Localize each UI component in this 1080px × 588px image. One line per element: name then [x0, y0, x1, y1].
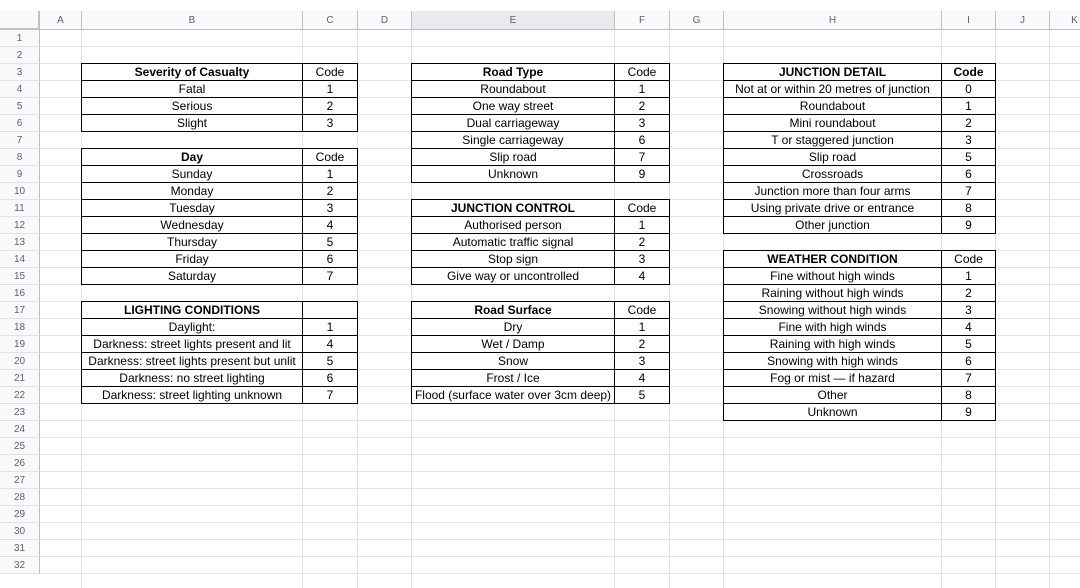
grid-row-line — [40, 454, 1080, 455]
table-title-severity[interactable]: Severity of Casualty — [81, 63, 303, 81]
table-row-code[interactable]: 6 — [302, 369, 358, 387]
row-header-20[interactable]: 20 — [0, 353, 40, 370]
table-row-label[interactable]: Fog or mist — if hazard — [723, 369, 942, 387]
table-row-label[interactable]: Other — [723, 386, 942, 404]
table-row-code[interactable]: 5 — [302, 233, 358, 251]
table-row-label[interactable]: Monday — [81, 182, 303, 200]
grid-row-line — [40, 556, 1080, 557]
table-row-code[interactable]: 3 — [302, 199, 358, 217]
table-row-label[interactable]: Not at or within 20 metres of junction — [723, 80, 942, 98]
column-header-e[interactable]: E — [412, 11, 615, 30]
row-header-22[interactable]: 22 — [0, 387, 40, 404]
table-row-code[interactable]: 3 — [941, 301, 996, 319]
column-header-f[interactable]: F — [615, 11, 670, 30]
row-header-6[interactable]: 6 — [0, 115, 40, 132]
table-row-code[interactable]: 6 — [941, 165, 996, 183]
table-row-label[interactable]: Slip road — [723, 148, 942, 166]
table-row-label[interactable]: Authorised person — [411, 216, 615, 234]
column-header-j[interactable]: J — [996, 11, 1050, 30]
table-row-code[interactable]: 5 — [302, 352, 358, 370]
table-row-label[interactable]: Wednesday — [81, 216, 303, 234]
table-row-label[interactable]: Sunday — [81, 165, 303, 183]
table-row-label[interactable]: Frost / Ice — [411, 369, 615, 387]
table-row-code[interactable]: 1 — [302, 80, 358, 98]
row-header-18[interactable]: 18 — [0, 319, 40, 336]
table-row-label[interactable]: Serious — [81, 97, 303, 115]
row-header-28[interactable]: 28 — [0, 489, 40, 506]
table-row-label[interactable]: Fatal — [81, 80, 303, 98]
table-row-label[interactable]: Automatic traffic signal — [411, 233, 615, 251]
table-row-label[interactable]: Dry — [411, 318, 615, 336]
table-row-code[interactable]: 3 — [614, 114, 670, 132]
row-header-8[interactable]: 8 — [0, 149, 40, 166]
table-row-label[interactable]: Thursday — [81, 233, 303, 251]
code-header-junction_detail[interactable]: Code — [941, 63, 996, 81]
row-header-32[interactable]: 32 — [0, 557, 40, 574]
table-row-code[interactable]: 1 — [614, 80, 670, 98]
table-row-label[interactable]: Darkness: no street lighting — [81, 369, 303, 387]
table-row-code[interactable]: 9 — [941, 216, 996, 234]
table-row-code[interactable]: 1 — [941, 97, 996, 115]
grid-row-line — [40, 522, 1080, 523]
table-row-code[interactable]: 2 — [614, 233, 670, 251]
row-header-16[interactable]: 16 — [0, 285, 40, 302]
table-title-weather[interactable]: WEATHER CONDITION — [723, 250, 942, 268]
table-row-label[interactable]: Slight — [81, 114, 303, 132]
table-row-code[interactable]: 4 — [302, 335, 358, 353]
row-header-14[interactable]: 14 — [0, 251, 40, 268]
table-title-road_surface[interactable]: Road Surface — [411, 301, 615, 319]
table-row-code[interactable]: 1 — [941, 267, 996, 285]
code-header-junction_control[interactable]: Code — [614, 199, 670, 217]
table-row-code[interactable]: 6 — [941, 352, 996, 370]
table-title-lighting[interactable]: LIGHTING CONDITIONS — [81, 301, 303, 319]
table-row-label[interactable]: Stop sign — [411, 250, 615, 268]
grid-row-line — [40, 471, 1080, 472]
column-header-c[interactable]: C — [303, 11, 358, 30]
code-header-road_type[interactable]: Code — [614, 63, 670, 81]
row-header-13[interactable]: 13 — [0, 234, 40, 251]
table-row-code[interactable]: 5 — [941, 148, 996, 166]
table-row-code[interactable]: 7 — [302, 267, 358, 285]
table-row-label[interactable]: Give way or uncontrolled — [411, 267, 615, 285]
table-row-code[interactable]: 2 — [941, 284, 996, 302]
table-row-code[interactable]: 5 — [614, 386, 670, 404]
toolbar-strip — [0, 0, 1080, 11]
table-row-code[interactable]: 0 — [941, 80, 996, 98]
table-row-code[interactable]: 4 — [614, 369, 670, 387]
table-row-label[interactable]: Raining with high winds — [723, 335, 942, 353]
table-row-code[interactable]: 5 — [941, 335, 996, 353]
grid-row-line — [40, 505, 1080, 506]
table-row-code[interactable]: 3 — [614, 250, 670, 268]
table-row-code[interactable]: 1 — [614, 216, 670, 234]
table-row-code[interactable]: 2 — [302, 97, 358, 115]
table-row-label[interactable]: Friday — [81, 250, 303, 268]
code-header-road_surface[interactable]: Code — [614, 301, 670, 319]
grid-row-line — [40, 488, 1080, 489]
table-row-label[interactable]: Unknown — [723, 403, 942, 421]
table-title-junction_detail[interactable]: JUNCTION DETAIL — [723, 63, 942, 81]
table-row-code[interactable]: 3 — [941, 131, 996, 149]
code-header-weather[interactable]: Code — [941, 250, 996, 268]
table-row-code[interactable]: 7 — [302, 386, 358, 404]
table-row-code[interactable]: 1 — [302, 318, 358, 336]
table-row-label[interactable]: Single carriageway — [411, 131, 615, 149]
row-header-17[interactable]: 17 — [0, 302, 40, 319]
column-header-h[interactable]: H — [724, 11, 942, 30]
table-row-label[interactable]: Snowing with high winds — [723, 352, 942, 370]
table-row-code[interactable]: 2 — [614, 97, 670, 115]
code-header-day[interactable]: Code — [302, 148, 358, 166]
row-header-19[interactable]: 19 — [0, 336, 40, 353]
grid-row-line — [40, 539, 1080, 540]
table-row-label[interactable]: Wet / Damp — [411, 335, 615, 353]
column-header-b[interactable]: B — [82, 11, 303, 30]
table-row-label[interactable]: T or staggered junction — [723, 131, 942, 149]
table-row-label[interactable]: Snow — [411, 352, 615, 370]
row-header-3[interactable]: 3 — [0, 64, 40, 81]
table-row-label[interactable]: Fine with high winds — [723, 318, 942, 336]
table-row-code[interactable]: 4 — [941, 318, 996, 336]
table-row-code[interactable]: 1 — [302, 165, 358, 183]
grid-row-line — [40, 437, 1080, 438]
table-title-day[interactable]: Day — [81, 148, 303, 166]
table-row-label[interactable]: Junction more than four arms — [723, 182, 942, 200]
table-row-label[interactable]: Daylight: — [81, 318, 303, 336]
table-row-label[interactable]: Roundabout — [411, 80, 615, 98]
table-row-label[interactable]: Using private drive or entrance — [723, 199, 942, 217]
row-header-27[interactable]: 27 — [0, 472, 40, 489]
row-header-7[interactable]: 7 — [0, 132, 40, 149]
table-row-code[interactable]: 4 — [302, 216, 358, 234]
table-row-label[interactable]: Tuesday — [81, 199, 303, 217]
select-all-corner[interactable] — [0, 11, 40, 30]
table-row-label[interactable]: Raining without high winds — [723, 284, 942, 302]
table-row-code[interactable]: 9 — [614, 165, 670, 183]
table-row-label[interactable]: Snowing without high winds — [723, 301, 942, 319]
table-row-code[interactable]: 7 — [941, 182, 996, 200]
row-header-4[interactable]: 4 — [0, 81, 40, 98]
table-row-code[interactable]: 8 — [941, 386, 996, 404]
table-row-label[interactable]: Unknown — [411, 165, 615, 183]
table-row-label[interactable]: Roundabout — [723, 97, 942, 115]
row-header-26[interactable]: 26 — [0, 455, 40, 472]
table-row-label[interactable]: Crossroads — [723, 165, 942, 183]
row-header-5[interactable]: 5 — [0, 98, 40, 115]
table-row-label[interactable]: Slip road — [411, 148, 615, 166]
table-row-label[interactable]: Fine without high winds — [723, 267, 942, 285]
row-header-1[interactable]: 1 — [0, 30, 40, 47]
row-header-23[interactable]: 23 — [0, 404, 40, 421]
table-row-code[interactable]: 2 — [302, 182, 358, 200]
code-header-severity[interactable]: Code — [302, 63, 358, 81]
column-header-a[interactable]: A — [40, 11, 82, 30]
table-row-label[interactable]: Dual carriageway — [411, 114, 615, 132]
row-header-25[interactable]: 25 — [0, 438, 40, 455]
row-header-29[interactable]: 29 — [0, 506, 40, 523]
row-header-2[interactable]: 2 — [0, 47, 40, 64]
row-header-21[interactable]: 21 — [0, 370, 40, 387]
table-row-code[interactable]: 9 — [941, 403, 996, 421]
table-row-label[interactable]: Saturday — [81, 267, 303, 285]
table-row-code[interactable]: 1 — [614, 318, 670, 336]
table-row-label[interactable]: Darkness: street lights present and lit — [81, 335, 303, 353]
grid-row-line — [40, 573, 1080, 574]
code-header-lighting[interactable] — [302, 301, 358, 319]
row-header-10[interactable]: 10 — [0, 183, 40, 200]
row-header-30[interactable]: 30 — [0, 523, 40, 540]
row-header-15[interactable]: 15 — [0, 268, 40, 285]
table-row-code[interactable]: 2 — [614, 335, 670, 353]
table-title-junction_control[interactable]: JUNCTION CONTROL — [411, 199, 615, 217]
column-header-g[interactable]: G — [670, 11, 724, 30]
table-row-code[interactable]: 8 — [941, 199, 996, 217]
table-row-code[interactable]: 3 — [302, 114, 358, 132]
row-header-31[interactable]: 31 — [0, 540, 40, 557]
column-header-k[interactable]: K — [1050, 11, 1080, 30]
grid-row-line — [40, 46, 1080, 47]
table-row-code[interactable]: 4 — [614, 267, 670, 285]
table-row-label[interactable]: One way street — [411, 97, 615, 115]
column-header-i[interactable]: I — [942, 11, 996, 30]
table-title-road_type[interactable]: Road Type — [411, 63, 615, 81]
table-row-label[interactable]: Darkness: street lights present but unlit — [81, 352, 303, 370]
column-header-d[interactable]: D — [358, 11, 412, 30]
row-header-12[interactable]: 12 — [0, 217, 40, 234]
table-row-code[interactable]: 3 — [614, 352, 670, 370]
table-row-code[interactable]: 6 — [302, 250, 358, 268]
row-header-9[interactable]: 9 — [0, 166, 40, 183]
table-row-label[interactable]: Darkness: street lighting unknown — [81, 386, 303, 404]
table-row-label[interactable]: Flood (surface water over 3cm deep) — [411, 386, 615, 404]
row-header-24[interactable]: 24 — [0, 421, 40, 438]
table-row-code[interactable]: 7 — [614, 148, 670, 166]
table-row-code[interactable]: 6 — [614, 131, 670, 149]
table-row-label[interactable]: Mini roundabout — [723, 114, 942, 132]
table-row-code[interactable]: 2 — [941, 114, 996, 132]
table-row-label[interactable]: Other junction — [723, 216, 942, 234]
row-header-11[interactable]: 11 — [0, 200, 40, 217]
table-row-code[interactable]: 7 — [941, 369, 996, 387]
